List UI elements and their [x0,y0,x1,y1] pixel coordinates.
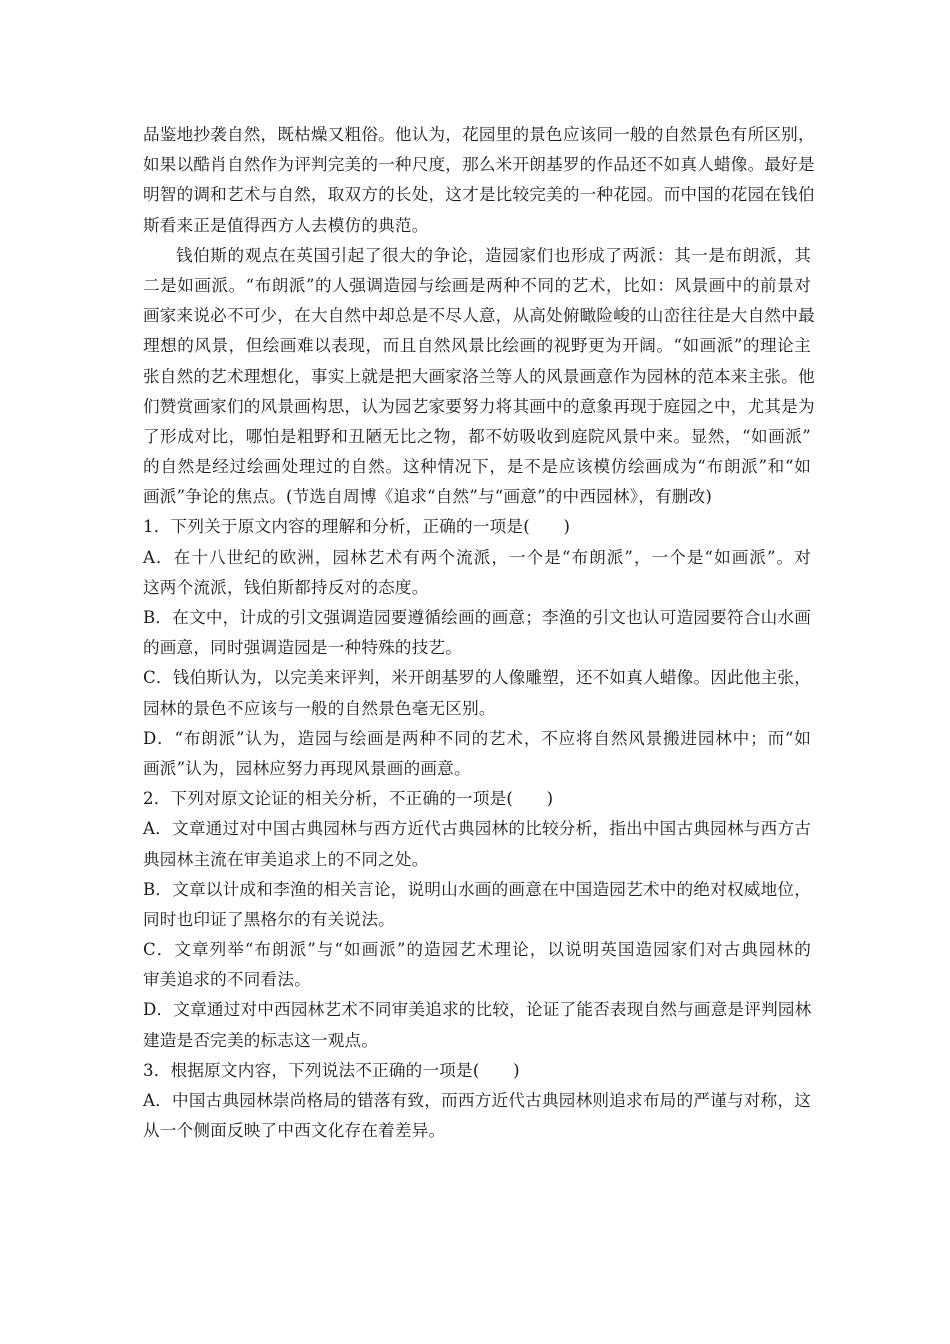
option-a [143,814,811,874]
option-d [143,724,811,784]
text-line: 品鉴地抄袭自然，既枯燥又粗俗。他认为，花园里的景色应该同一般的自然景色有所区别， [143,125,815,144]
text-line: 画派”认为，园林应努力再现风景画的画意。 [143,758,471,778]
text-line: 从一个侧面反映了中西文化存在着差异。 [143,1121,446,1141]
question-stem: 1．下列关于原文内容的理解和分析，正确的一项是( ) [143,517,571,537]
document-page [143,120,815,1146]
text-line: C．钱伯斯认为，以完美来评判，米开朗基罗的人像雕塑，还不如真人蜡像。因此他主张， [143,668,811,688]
text-line: C．文章列举“布朗派”与“如画派”的造园艺术理论，以说明英国造园家们对古典园林的 [143,940,811,960]
text-line: B．在文中，计成的引文强调造园要遵循绘画的画意；李渔的引文也认可造园要符合山水画 [143,608,811,627]
question-2 [143,784,811,1056]
passage-paragraph-2 [143,241,815,513]
question-1 [143,512,811,784]
text-line: 了形成对比，哪怕是粗野和丑陋无比之物，都不妨吸收到庭院风景中来。显然，“如画派” [143,426,811,446]
text-line: 张自然的艺术理想化，事实上就是把大画家洛兰等人的风景画意作为园林的范本来主张。他 [143,366,815,386]
text-line: 二是如画派。“布朗派”的人强调造园与绘画是两种不同的艺术，比如：风景画中的前景对 [143,275,811,295]
option-a [143,1086,811,1146]
text-line: B．文章以计成和李渔的相关言论，说明山水画的画意在中国造园艺术中的绝对权威地位， [143,879,811,899]
text-line: A．文章通过对中国古典园林与西方近代古典园林的比较分析，指出中国古典园林与西方古 [143,819,811,839]
text-line: 钱伯斯的观点在英国引起了很大的争论，造园家们也形成了两派：其一是布朗派，其 [176,245,811,265]
option-b [143,875,811,935]
text-line: A．中国古典园林崇尚格局的错落有致，而西方近代古典园林则追求布局的严谨与对称，这 [143,1091,811,1110]
option-b [143,603,811,663]
text-line: 的自然是经过绘画处理过的自然。这种情况下，是不是应该模仿绘画成为“布朗派”和“如 [143,457,811,477]
option-c [143,663,811,723]
text-line: 如果以酷肖自然作为评判完美的一种尺度，那么米开朗基罗的作品还不如真人蜡像。最好是 [143,155,815,175]
text-line: 画派”争论的焦点。(节选自周博《追求“自然”与“画意”的中西园林》，有删改) [143,487,713,507]
text-line: 同时也印证了黑格尔的有关说法。 [143,909,395,929]
option-c [143,935,811,995]
passage-paragraph-1 [143,120,815,241]
text-line: 画家来说必不可少，在大自然中却总是不尽人意，从高处俯瞰险峻的山峦往往是大自然中最 [143,306,815,326]
text-line: 们赞赏画家们的风景画构思，认为园艺家要努力将其画中的意象再现于庭园之中，尤其是为 [143,396,815,416]
text-line: 理想的风景，但绘画难以表现，而且自然风景比绘画的视野更为开阔。“如画派”的理论主 [143,336,811,356]
text-line: 典园林主流在审美追求上的不同之处。 [143,849,429,869]
text-line: 这两个流派，钱伯斯都持反对的态度。 [143,577,429,597]
option-a [143,543,811,603]
question-3 [143,1056,811,1147]
question-stem: 3．根据原文内容，下列说法不正确的一项是( ) [143,1060,520,1080]
text-line: 明智的调和艺术与自然，取双方的长处，这才是比较完美的一种花园。而中国的花园在钱伯 [143,185,815,205]
text-line: 审美追求的不同看法。 [143,970,311,990]
text-line: 建造是否完美的标志这一观点。 [143,1030,379,1050]
text-line: A．在十八世纪的欧洲，园林艺术有两个流派，一个是“布朗派”，一个是“如画派”。对 [143,547,811,567]
question-stem: 2．下列对原文论证的相关分析，不正确的一项是( ) [143,789,554,809]
text-line: D．“布朗派”认为，造园与绘画是两种不同的艺术，不应将自然风景搬进园林中；而“如 [143,728,811,748]
text-line: 斯看来正是值得西方人去模仿的典范。 [143,215,429,235]
text-line: 园林的景色不应该与一般的自然景色毫无区别。 [143,698,496,718]
option-d [143,995,811,1055]
text-line: D．文章通过对中西园林艺术不同审美追求的比较，论证了能否表现自然与画意是评判园林 [143,1000,812,1020]
text-line: 的画意，同时强调造园是一种特殊的技艺。 [143,638,463,658]
